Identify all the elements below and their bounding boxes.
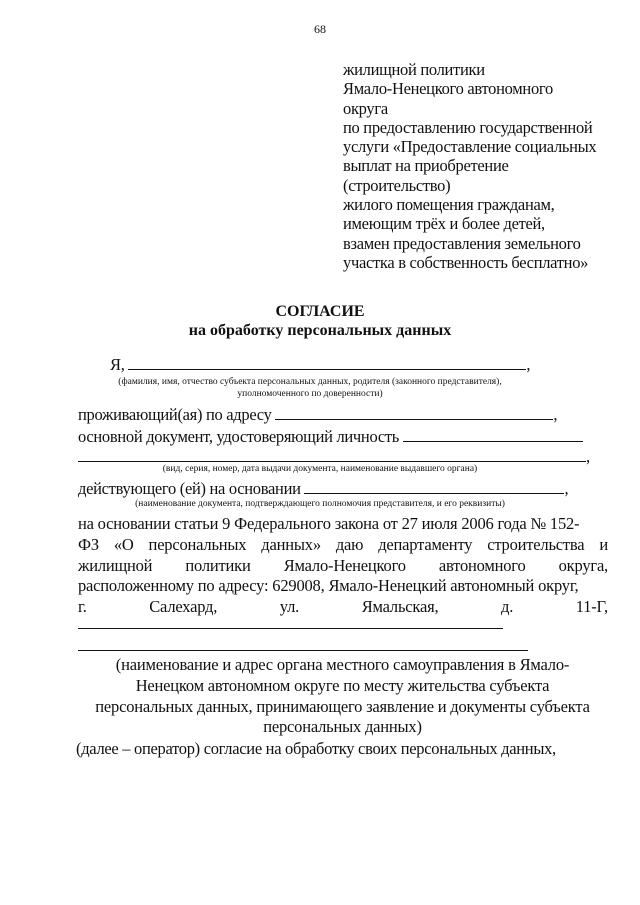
punct: , bbox=[553, 405, 558, 424]
header-line: по предоставлению государственной bbox=[343, 117, 593, 137]
caption-full-name: (фамилия, имя, отчество субъекта персональных данных, родителя (законного представителя), bbox=[118, 377, 502, 387]
address-field[interactable] bbox=[275, 407, 553, 420]
operator-caption-line: (наименование и адрес органа местного самоуправления в Ямало- bbox=[115, 655, 570, 674]
header-addressee-block bbox=[343, 60, 633, 272]
address-token: Салехард, bbox=[149, 597, 218, 617]
operator-caption-line: Ненецком автономном округе по месту жительства субъекта bbox=[135, 675, 550, 695]
consent-line-text: на основании статьи 9 Федерального закона от 27 июля 2006 года № 152- bbox=[78, 514, 580, 533]
caption-identity-document: (вид, серия, номер, дата выдачи документа, наименование выдавшего органа) bbox=[162, 464, 478, 474]
consent-line-text: расположенному по адресу: 629008, Ямало-Ненецкий автономный округ, bbox=[78, 576, 579, 596]
full-name-field[interactable] bbox=[128, 357, 526, 370]
header-line: округа bbox=[343, 98, 388, 118]
operator-caption-line: персональных данных, принимающего заявление и документы субъекта bbox=[95, 696, 590, 716]
line-basis bbox=[78, 479, 568, 498]
consent-line bbox=[78, 556, 608, 577]
consent-line bbox=[78, 514, 608, 535]
consent-line-text: жилищной политики Ямало-Ненецкого автономного округа, bbox=[78, 555, 608, 575]
full-name-label: Я, bbox=[110, 355, 125, 374]
address-token: Ямальская, bbox=[361, 597, 439, 617]
address-token: г. bbox=[78, 597, 87, 617]
header-line: услуги «Предоставление социальных bbox=[343, 137, 597, 157]
line-address bbox=[78, 405, 557, 424]
operator-caption-line: персональных данных) bbox=[263, 717, 422, 737]
punct: , bbox=[586, 447, 590, 466]
basis-field[interactable] bbox=[304, 481, 564, 494]
address-label: проживающий(ая) по адресу bbox=[78, 405, 272, 424]
identity-document-field[interactable] bbox=[403, 429, 583, 442]
line-identity-document bbox=[78, 427, 583, 446]
basis-label: действующего (ей) на основании bbox=[78, 479, 301, 498]
consent-paragraph bbox=[78, 514, 608, 618]
header-line: участка в собственность бесплатно» bbox=[343, 252, 589, 272]
consent-line-text: ФЗ «О персональных данных» даю департаменту строительства и bbox=[78, 534, 608, 554]
line-full-name bbox=[110, 355, 530, 374]
header-line: взамен предоставления земельного bbox=[343, 233, 581, 253]
operator-caption bbox=[60, 655, 625, 738]
address-token: д. bbox=[501, 597, 514, 617]
address-token: 11-Г, bbox=[575, 597, 608, 617]
address-token: ул. bbox=[279, 597, 300, 617]
header-line: (строительство) bbox=[343, 175, 451, 195]
punct: , bbox=[564, 479, 569, 498]
consent-line bbox=[78, 576, 608, 597]
header-line: жилищной политики bbox=[343, 60, 485, 79]
identity-document-field-2[interactable] bbox=[78, 449, 586, 462]
consent-line bbox=[78, 535, 608, 556]
document-title bbox=[0, 302, 640, 340]
header-line: имеющим трёх и более детей, bbox=[343, 214, 545, 234]
caption-full-name-2: уполномоченного по доверенности) bbox=[237, 389, 383, 399]
header-line: жилого помещения гражданам, bbox=[343, 195, 555, 215]
identity-document-label: основной документ, удостоверяющий личность bbox=[78, 427, 399, 446]
header-line: Ямало-Ненецкого автономного bbox=[343, 79, 553, 99]
title-sub: на обработку персональных данных bbox=[188, 322, 452, 339]
caption-basis: (наименование документа, подтверждающего полномочия представителя, и его реквизиты) bbox=[135, 499, 505, 509]
operator-address-line bbox=[78, 597, 608, 618]
final-consent-line: (далее – оператор) согласие на обработку своих персональных данных, bbox=[76, 739, 556, 758]
page-number: 68 bbox=[314, 22, 326, 36]
blank-line-operator-2[interactable] bbox=[78, 650, 528, 651]
punct: , bbox=[526, 355, 531, 374]
blank-line-operator-1[interactable] bbox=[78, 628, 503, 629]
header-line: выплат на приобретение bbox=[343, 156, 509, 176]
title-main: СОГЛАСИЕ bbox=[275, 303, 365, 320]
